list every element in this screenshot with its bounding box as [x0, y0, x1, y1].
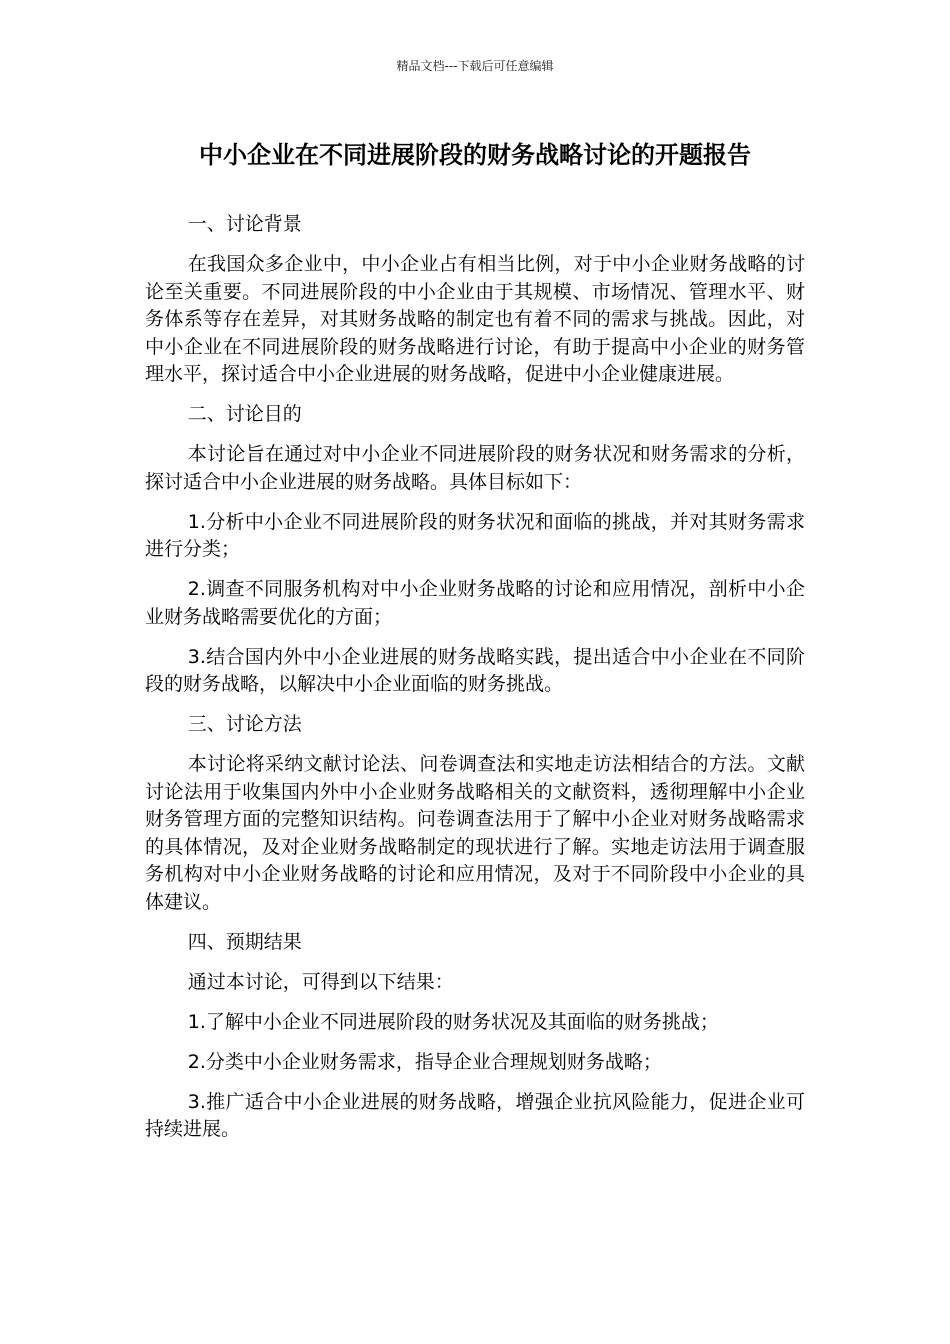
section-heading-purpose: 二、讨论目的	[187, 403, 302, 425]
section-heading-background: 一、讨论背景	[187, 213, 302, 235]
results-intro-paragraph: 通过本讨论，可得到以下结果：	[187, 970, 454, 993]
section-heading-results: 四、预期结果	[187, 930, 302, 953]
method-paragraph: 本讨论将采纳文献讨论法、问卷调查法和实地走访法相结合的方法。文献讨论法用于收集国内外中小企业财务战略相关的文献资料，透彻理解中小企业财务管理方面的完整知识结构。问卷调查法用于了解中小企业对财务战略需求的具体情况，及对企业财务战略制定的现状进行了解。实地走访法用于调查服务机构对中小企业财务战略的讨论和应用情况，及对于不同阶段中小企业的具体建议。	[145, 753, 805, 913]
document-title: 中小企业在不同进展阶段的财务战略讨论的开题报告	[199, 141, 751, 169]
header-note: 精品文档---下载后可任意编辑	[396, 59, 554, 73]
results-item-3: 3.推广适合中小企业进展的财务战略，增强企业抗风险能力，促进企业可持续进展。	[145, 1090, 805, 1140]
background-paragraph: 在我国众多企业中，中小企业占有相当比例，对于中小企业财务战略的讨论至关重要。不同进展阶段的中小企业由于其规模、市场情况、管理水平、财务体系等存在差异，对其财务战略的制定也有着不同的需求与挑战。因此，对中小企业在不同进展阶段的财务战略进行讨论，有助于提高中小企业的财务管理水平，探讨适合中小企业进展的财务战略，促进中小企业健康进展。	[145, 253, 805, 385]
purpose-item-1: 1.分析中小企业不同进展阶段的财务状况和面临的挑战，并对其财务需求进行分类；	[145, 510, 805, 560]
results-item-1: 1.了解中小企业不同进展阶段的财务状况及其面临的财务挑战；	[187, 1010, 719, 1033]
purpose-item-3: 3.结合国内外中小企业进展的财务战略实践，提出适合中小企业在不同阶段的财务战略，以解决中小企业面临的财务挑战。	[145, 645, 805, 695]
purpose-item-2: 2.调查不同服务机构对中小企业财务战略的讨论和应用情况，剖析中小企业财务战略需要优化的方面；	[145, 578, 805, 628]
purpose-intro-paragraph: 本讨论旨在通过对中小企业不同进展阶段的财务状况和财务需求的分析，探讨适合中小企业进展的财务战略。具体目标如下：	[145, 443, 805, 493]
results-item-2: 2.分类中小企业财务需求，指导企业合理规划财务战略；	[187, 1050, 662, 1073]
document-body	[145, 211, 805, 1156]
section-heading-method: 三、讨论方法	[187, 713, 302, 735]
